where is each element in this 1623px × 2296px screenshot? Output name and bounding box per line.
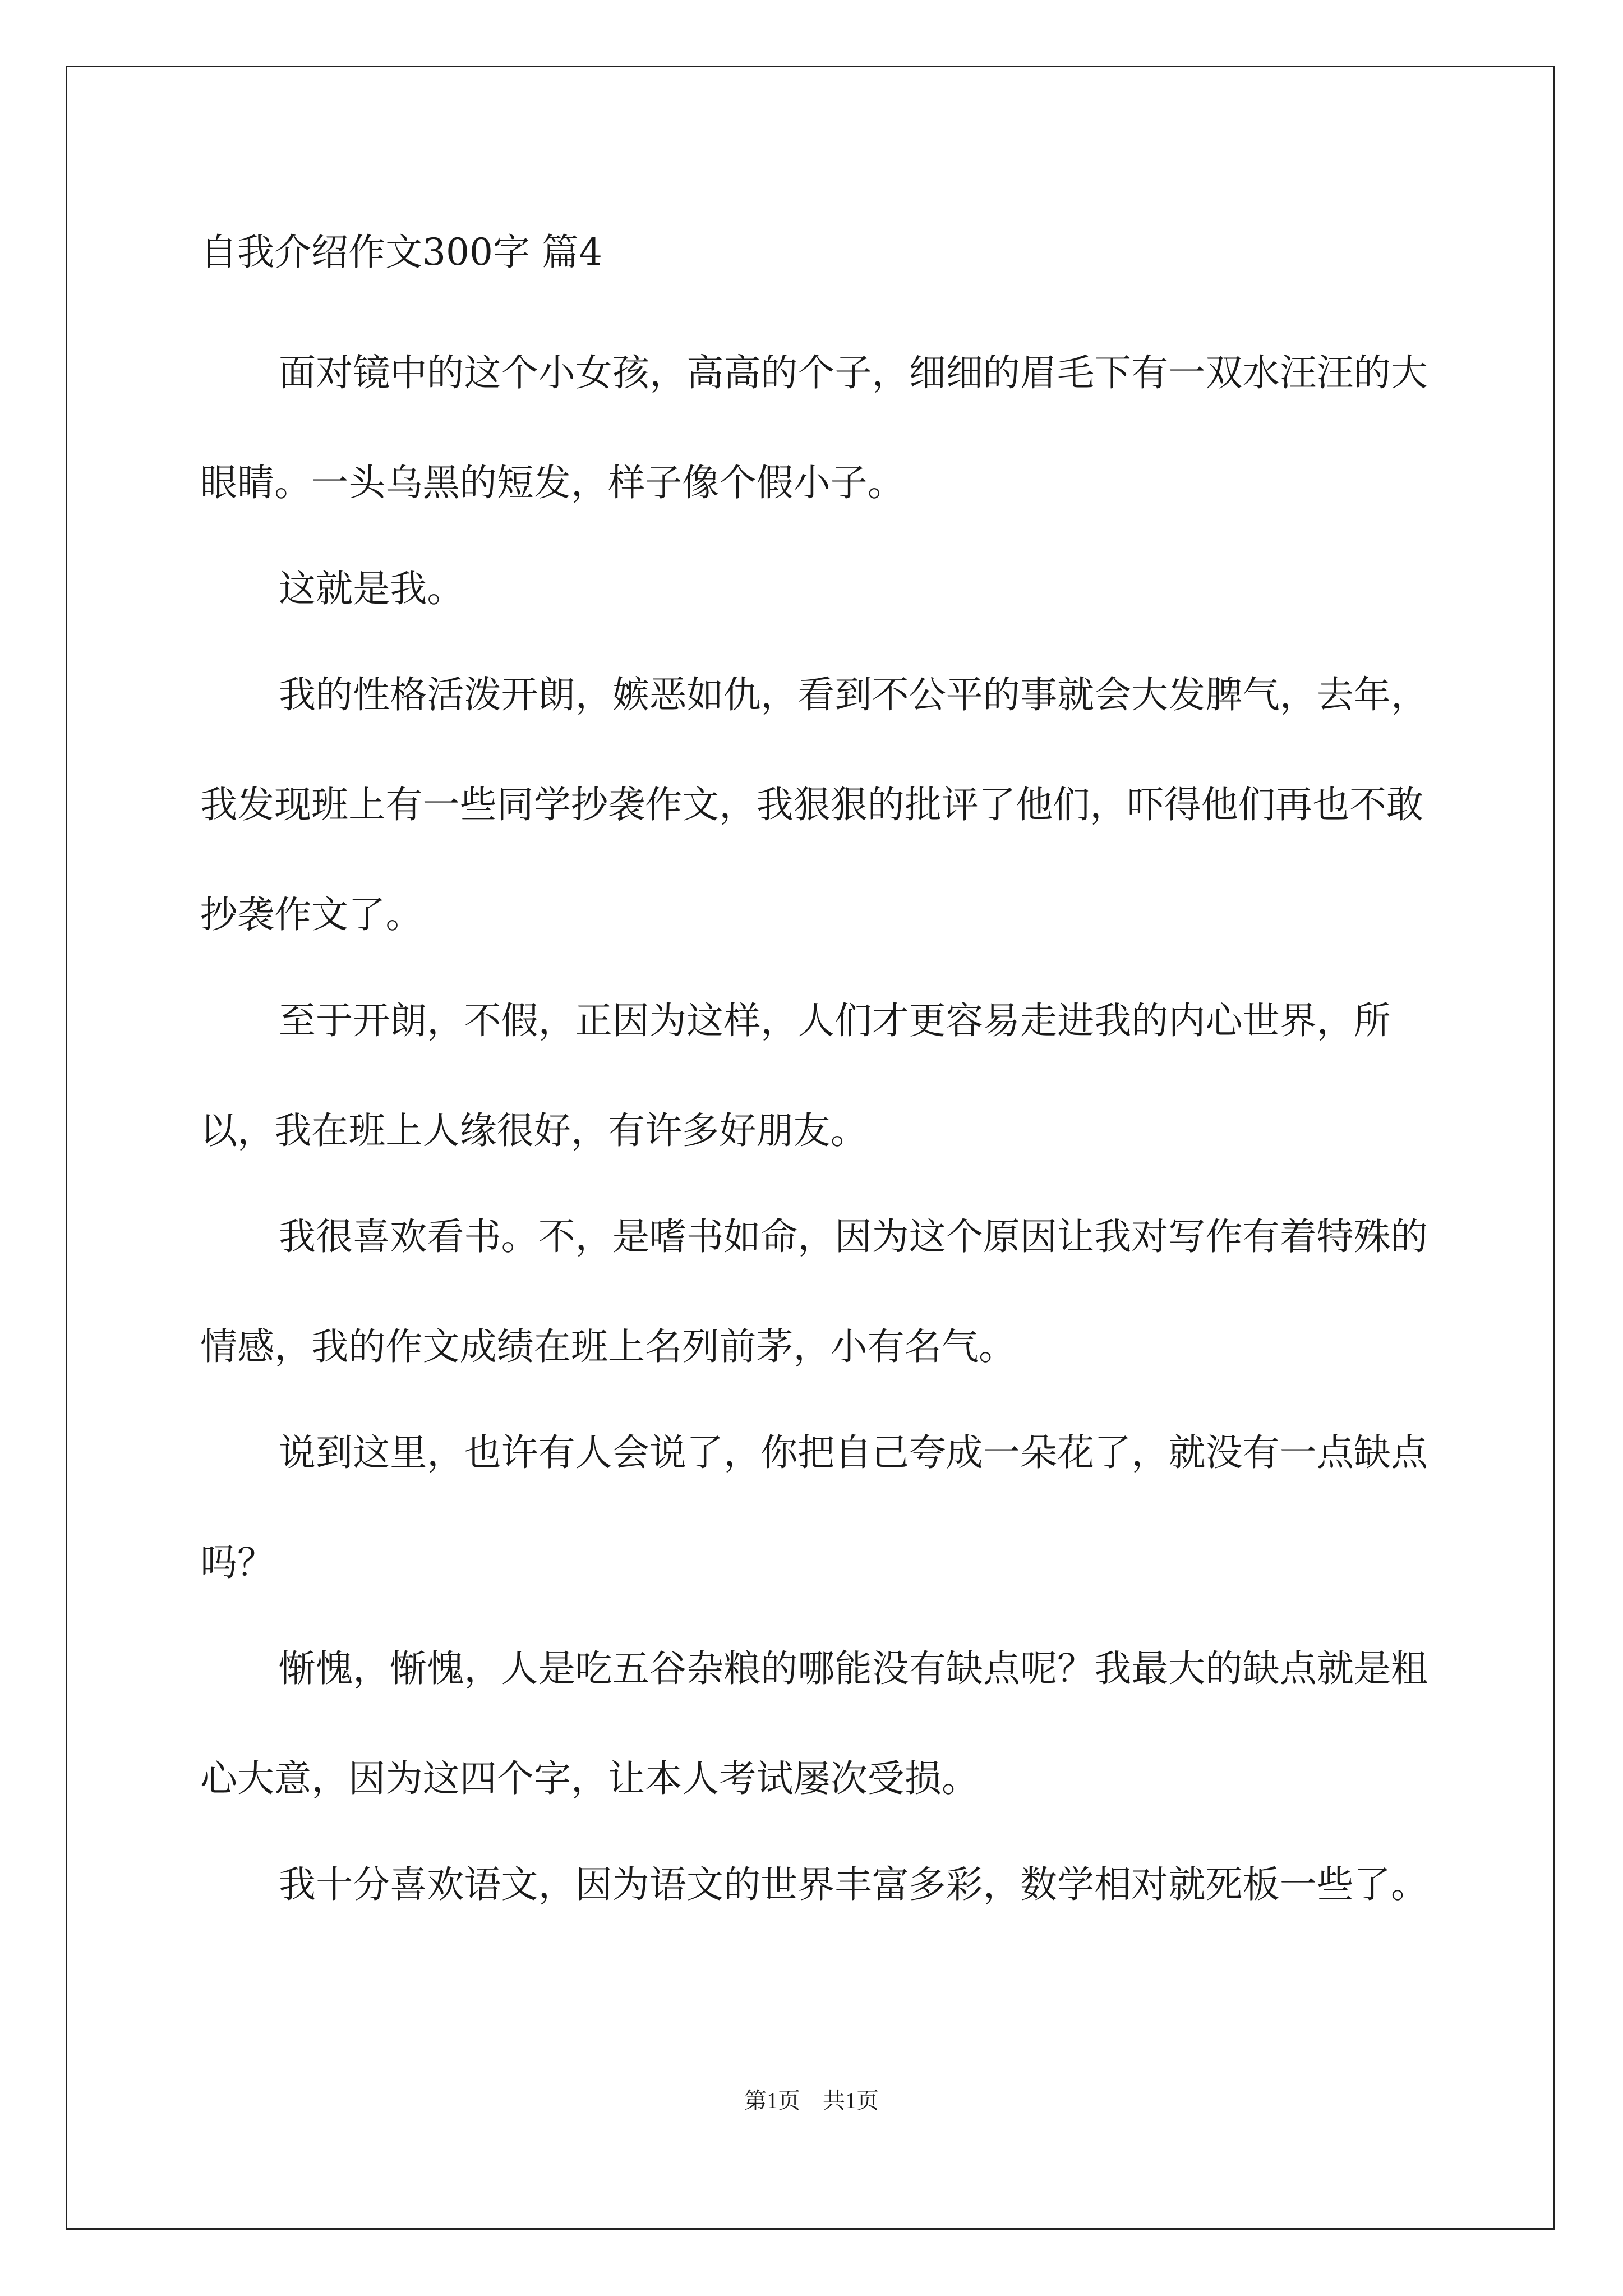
document-body <box>200 216 1428 1936</box>
page-number: 第1页 <box>744 2088 800 2113</box>
paragraph: 惭愧，惭愧，人是吃五谷杂粮的哪能没有缺点呢？我最大的缺点就是粗心大意，因为这四个字，让本人考试屡次受损。 <box>200 1647 1428 1800</box>
paragraph: 我十分喜欢语文，因为语文的世界丰富多彩，数学相对就死板一些了。 <box>279 1863 1428 1906</box>
document-title: 自我介绍作文300字 篇4 <box>200 231 602 274</box>
paragraph: 面对镜中的这个小女孩，高高的个子，细细的眉毛下有一双水汪汪的大眼睛。一头乌黑的短发，样子像个假小子。 <box>200 351 1428 504</box>
paragraph: 至于开朗，不假，正因为这样，人们才更容易走进我的内心世界，所以，我在班上人缘很好，有许多好朋友。 <box>200 999 1391 1152</box>
page-total: 共1页 <box>823 2088 879 2113</box>
paragraph: 我很喜欢看书。不，是嗜书如命，因为这个原因让我对写作有着特殊的情感，我的作文成绩在班上名列前茅，小有名气。 <box>200 1215 1428 1368</box>
page-footer <box>0 2084 1623 2118</box>
paragraph: 我的性格活泼开朗，嫉恶如仇，看到不公平的事就会大发脾气，去年，我发现班上有一些同学抄袭作文，我狠狠的批评了他们，吓得他们再也不敢抄袭作文了。 <box>200 673 1428 936</box>
paragraph: 说到这里，也许有人会说了，你把自己夸成一朵花了，就没有一点缺点吗？ <box>200 1431 1428 1584</box>
paragraph: 这就是我。 <box>279 567 464 610</box>
